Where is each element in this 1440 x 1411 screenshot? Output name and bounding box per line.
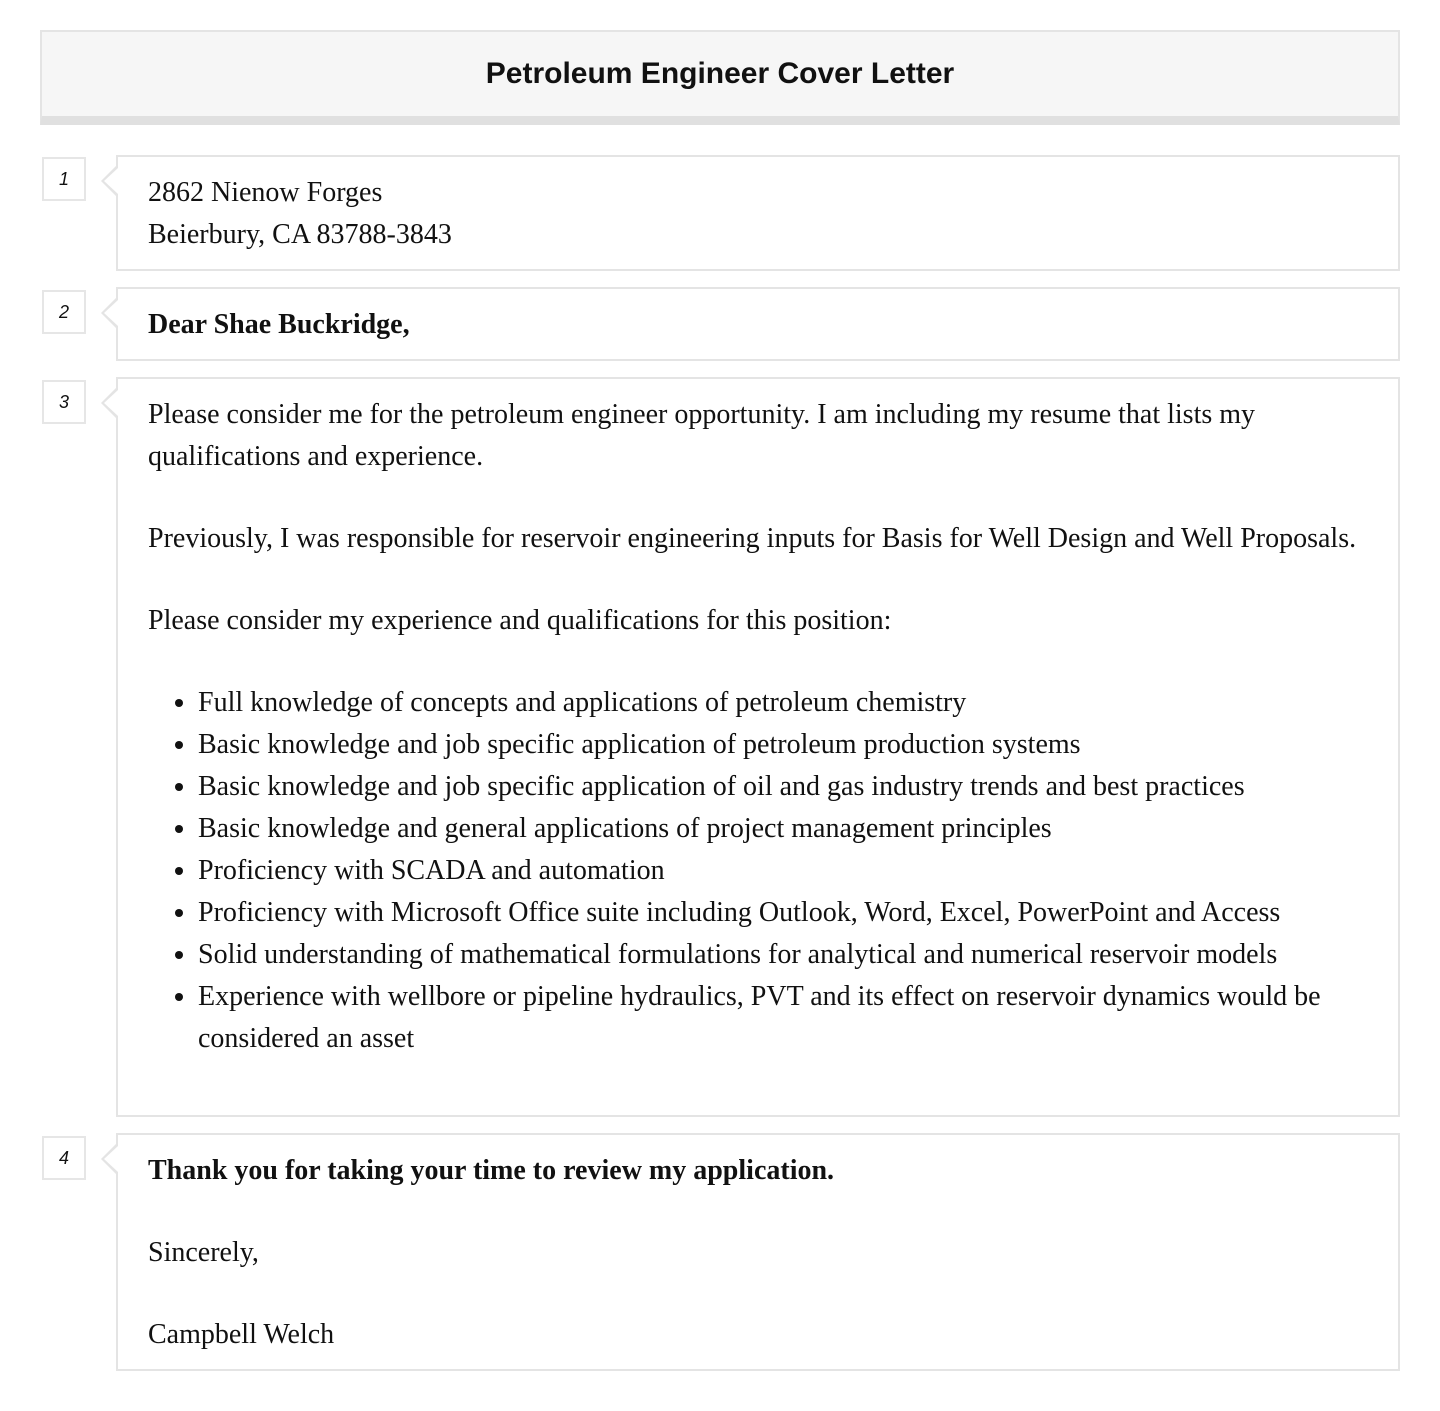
section-number-3: 3 <box>42 380 86 424</box>
section-address <box>116 155 1400 271</box>
list-item: • Basic knowledge and job specific application of oil and gas industry trends and best practices <box>198 766 1368 808</box>
section-greeting <box>116 287 1400 361</box>
list-item: • Experience with wellbore or pipeline hydraulics, PVT and its effect on reservoir dynamics would be considered an asset <box>198 976 1368 1060</box>
list-item: • Full knowledge of concepts and applications of petroleum chemistry <box>198 682 1368 724</box>
title-bar <box>40 30 1400 125</box>
list-item: • Proficiency with SCADA and automation <box>198 850 1368 892</box>
signature: Campbell Welch <box>148 1319 335 1350</box>
list-item: • Basic knowledge and general applications of project management principles <box>198 808 1368 850</box>
closing-line: Sincerely, <box>148 1237 259 1268</box>
list-item: • Proficiency with Microsoft Office suite including Outlook, Word, Excel, PowerPoint and Access <box>198 892 1368 934</box>
list-item: • Basic knowledge and job specific application of petroleum production systems <box>198 724 1368 766</box>
experience-paragraph: Previously, I was responsible for reservoir engineering inputs for Basis for Well Design and Well Proposals. <box>148 523 1357 554</box>
section-number-4: 4 <box>42 1136 86 1180</box>
section-number-1: 1 <box>42 157 86 201</box>
page-title: Petroleum Engineer Cover Letter <box>485 57 955 90</box>
qualifications-intro: Please consider my experience and qualifications for this position: <box>148 605 892 636</box>
qualifications-list <box>148 682 1368 1060</box>
intro-paragraph: Please consider me for the petroleum engineer opportunity. I am including my resume that lists my qualifications and experience. <box>148 399 1256 472</box>
greeting: Dear Shae Buckridge, <box>148 309 410 340</box>
section-number-2: 2 <box>42 290 86 334</box>
section-body <box>116 377 1400 1117</box>
list-item: • Solid understanding of mathematical formulations for analytical and numerical reservoir models <box>198 934 1368 976</box>
address-line-2: Beierbury, CA 83788-3843 <box>148 219 452 250</box>
section-closing <box>116 1133 1400 1371</box>
thanks-line: Thank you for taking your time to review my application. <box>148 1155 835 1186</box>
address-line-1: 2862 Nienow Forges <box>148 177 383 208</box>
